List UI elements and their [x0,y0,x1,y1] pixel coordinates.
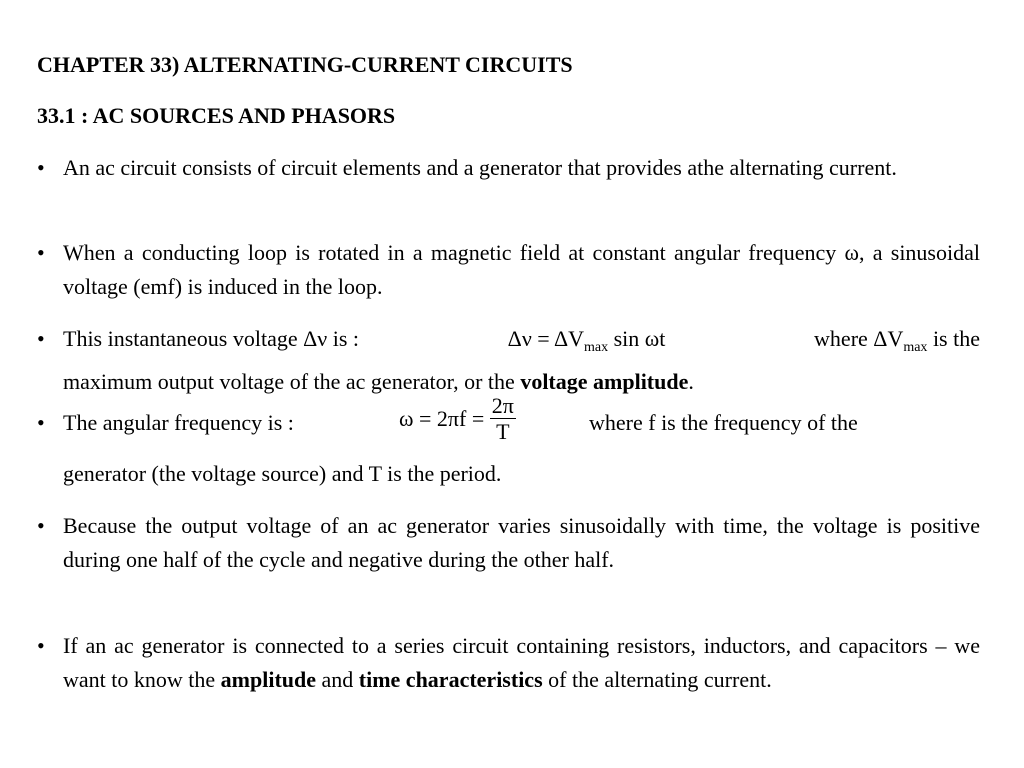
voltage-equation: $\Delta\nu = \Delta V_{max}$ sin ωt [507,326,666,355]
bullet-marker: • [37,410,45,435]
where-clause: where $\Delta V_{max}$ is the [814,326,980,355]
term-time-characteristics: time characteristics [358,667,543,692]
where-clause: where f is the frequency of the [589,410,858,435]
bullet-marker: • [37,326,45,351]
bullet-sinusoidal-output [37,509,980,577]
chapter-title: CHAPTER 33) ALTERNATING-CURRENT CIRCUITS [37,52,573,77]
term-amplitude: amplitude [220,667,317,692]
bullet-ac-circuit [37,151,980,185]
bullet-marker: • [37,240,45,265]
bullet-angular-frequency [37,393,980,491]
bullet-marker: • [37,155,45,180]
term-voltage-amplitude: voltage amplitude [520,369,689,394]
bullet-line [63,393,980,444]
bullet-rotating-loop [37,236,980,304]
bullet-lead-text: The angular frequency is : [63,410,294,435]
bullet-lead-text: This instantaneous voltage Δν is : [63,326,360,351]
fraction-2pi-over-T: $\frac{2\pi}{T}$ [491,393,514,444]
bullet-text: If an ac generator is connected to a series circuit containing resistors, inductors, and capacitors – we want to know the amplitude and time characteristics of the alternating current. [63,633,980,692]
bullet-text: Because the output voltage of an ac generator varies sinusoidally with time, the voltage is positive during one half of the cycle and negative during the other half. [63,513,980,572]
bullet-instantaneous-voltage [37,322,980,399]
bullet-marker: • [37,513,45,538]
bullet-series-circuit [37,629,980,697]
section-title: 33.1 : AC SOURCES AND PHASORS [37,103,396,128]
bullet-line [63,322,980,365]
bullet-text: When a conducting loop is rotated in a magnetic field at constant angular frequency ω, a sinusoidal voltage (emf) is induced in the loop. [63,240,980,299]
bullet-text: An ac circuit consists of circuit elements and a generator that provides athe alternating current. [63,155,897,180]
bullet-marker: • [37,633,45,658]
bullet-line: generator (the voltage source) and T is the period. [63,461,502,486]
bullet-line: maximum output voltage of the ac generator, or the voltage amplitude. [63,369,694,394]
angular-frequency-equation: ω = 2πf = $\frac{2\pi}{T}$ [399,393,514,444]
